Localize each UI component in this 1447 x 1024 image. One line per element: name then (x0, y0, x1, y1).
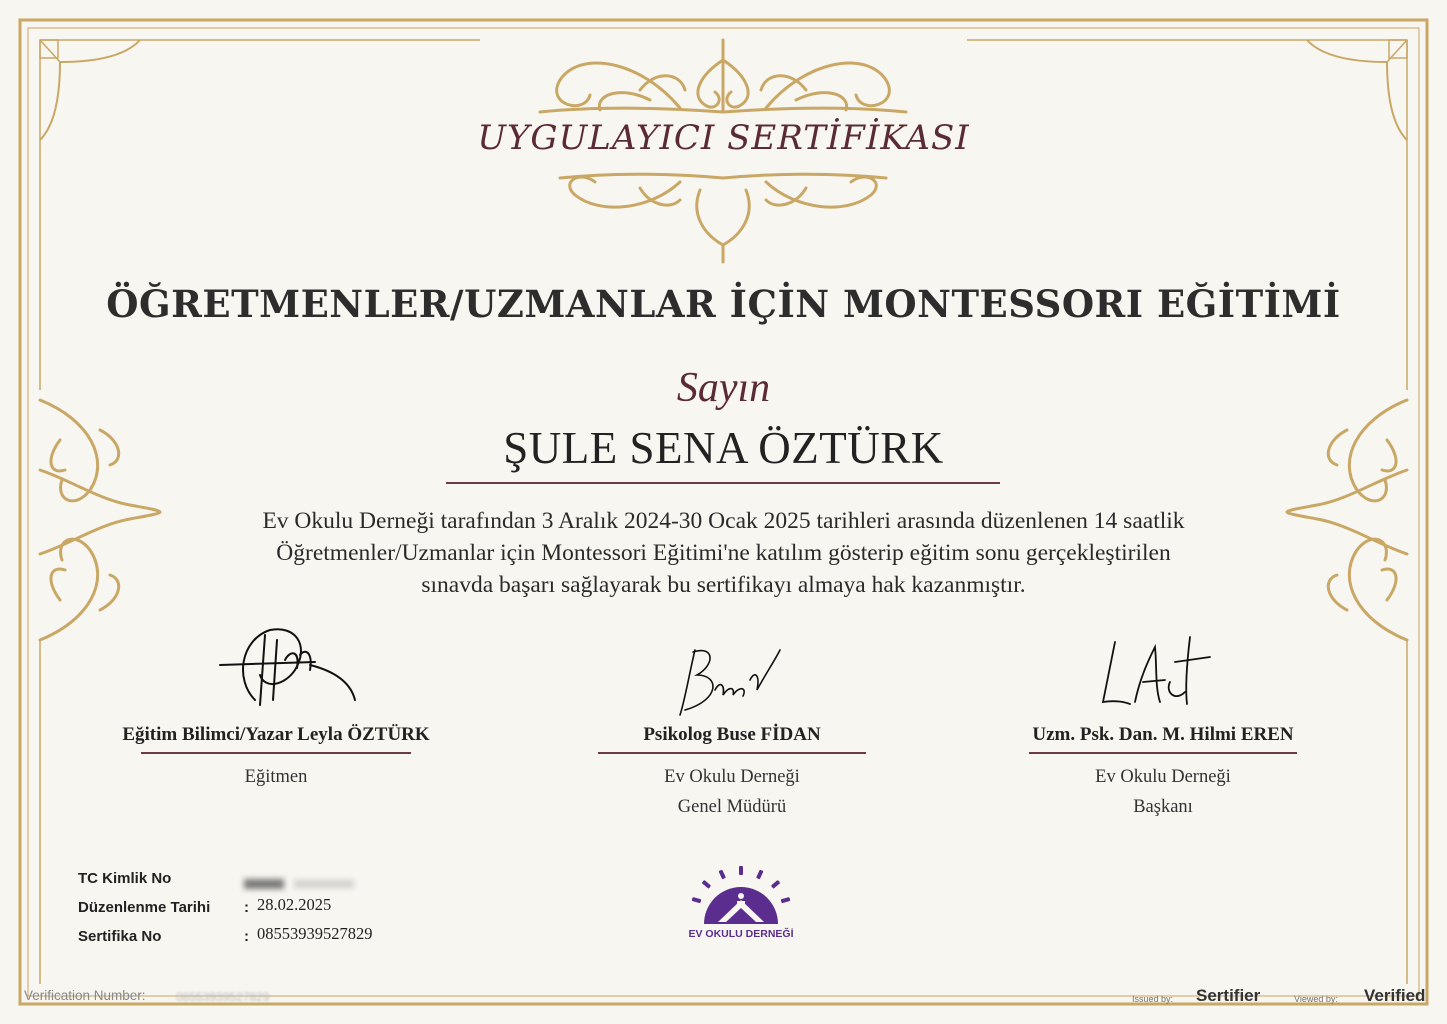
verification-label: Verification Number: (24, 988, 146, 1003)
body-line-3: sınavda başarı sağlayarak bu sertifikayı almaya hak kazanmıştır. (421, 572, 1026, 598)
signatory-name: Psikolog Buse FİDAN (643, 724, 821, 745)
recipient-name: ŞULE SENA ÖZTÜRK (503, 423, 944, 473)
body-line-1: Ev Okulu Derneği tarafından 3 Aralık 2024-30 Ocak 2025 tarihleri arasında düzenlenen 14 saatlik (262, 508, 1185, 534)
signatory-role: Eğitmen (244, 767, 308, 787)
signatory-role: Ev Okulu Derneği (664, 767, 800, 787)
issued-by-label: Issued by: (1132, 994, 1174, 1004)
signatory-role: Ev Okulu Derneği (1095, 767, 1231, 787)
signatory-2 (590, 724, 874, 822)
house-sun-icon (682, 866, 800, 928)
tc-label: TC Kimlik No (78, 870, 172, 887)
signatory-3 (1013, 724, 1313, 822)
verified-logo[interactable]: Verified (1364, 986, 1426, 1005)
ev-okulu-logo (672, 866, 792, 946)
signatory-name: Eğitim Bilimci/Yazar Leyla ÖZTÜRK (122, 724, 430, 745)
salutation: Sayın (676, 365, 771, 411)
signature-line (598, 752, 866, 754)
course-title: ÖĞRETMENLER/UZMANLAR İÇİN MONTESSORI EĞİTİMİ (106, 282, 1341, 326)
verification-footer (0, 984, 1447, 1024)
signature-line (1029, 752, 1297, 754)
signature-2-image (665, 640, 795, 720)
date-colon: : (244, 899, 249, 916)
verification-number[interactable]: 08553939527829 (176, 990, 270, 1004)
signature-3-image (1095, 632, 1215, 712)
signature-line (141, 752, 411, 754)
body-line-2: Öğretmenler/Uzmanlar için Montessori Eğitimi'ne katılım gösterip eğitim sonu gerçekleştirilen (276, 540, 1171, 566)
signature-1-image (215, 620, 365, 710)
cert-no-colon: : (244, 928, 249, 945)
logo-text: EV OKULU DERNEĞİ (688, 928, 794, 940)
signatory-role: Genel Müdürü (677, 797, 787, 817)
name-underline (446, 482, 1000, 484)
sertifier-logo[interactable]: Sertifier (1196, 986, 1261, 1005)
cert-no-label: Sertifika No (78, 928, 162, 945)
date-value: 28.02.2025 (257, 895, 332, 914)
signatory-name: Uzm. Psk. Dan. M. Hilmi EREN (1032, 724, 1294, 745)
date-label: Düzenlenme Tarihi (78, 899, 211, 916)
signatory-1 (100, 724, 452, 792)
signatory-role: Başkanı (1133, 797, 1193, 817)
redacted-tc-number (244, 876, 364, 892)
cert-no-value: 08553939527829 (257, 924, 373, 943)
certificate-title: UYGULAYICI SERTİFİKASI (477, 118, 970, 158)
viewed-by-label: Viewed by: (1294, 994, 1338, 1004)
certificate-body (150, 505, 1297, 601)
